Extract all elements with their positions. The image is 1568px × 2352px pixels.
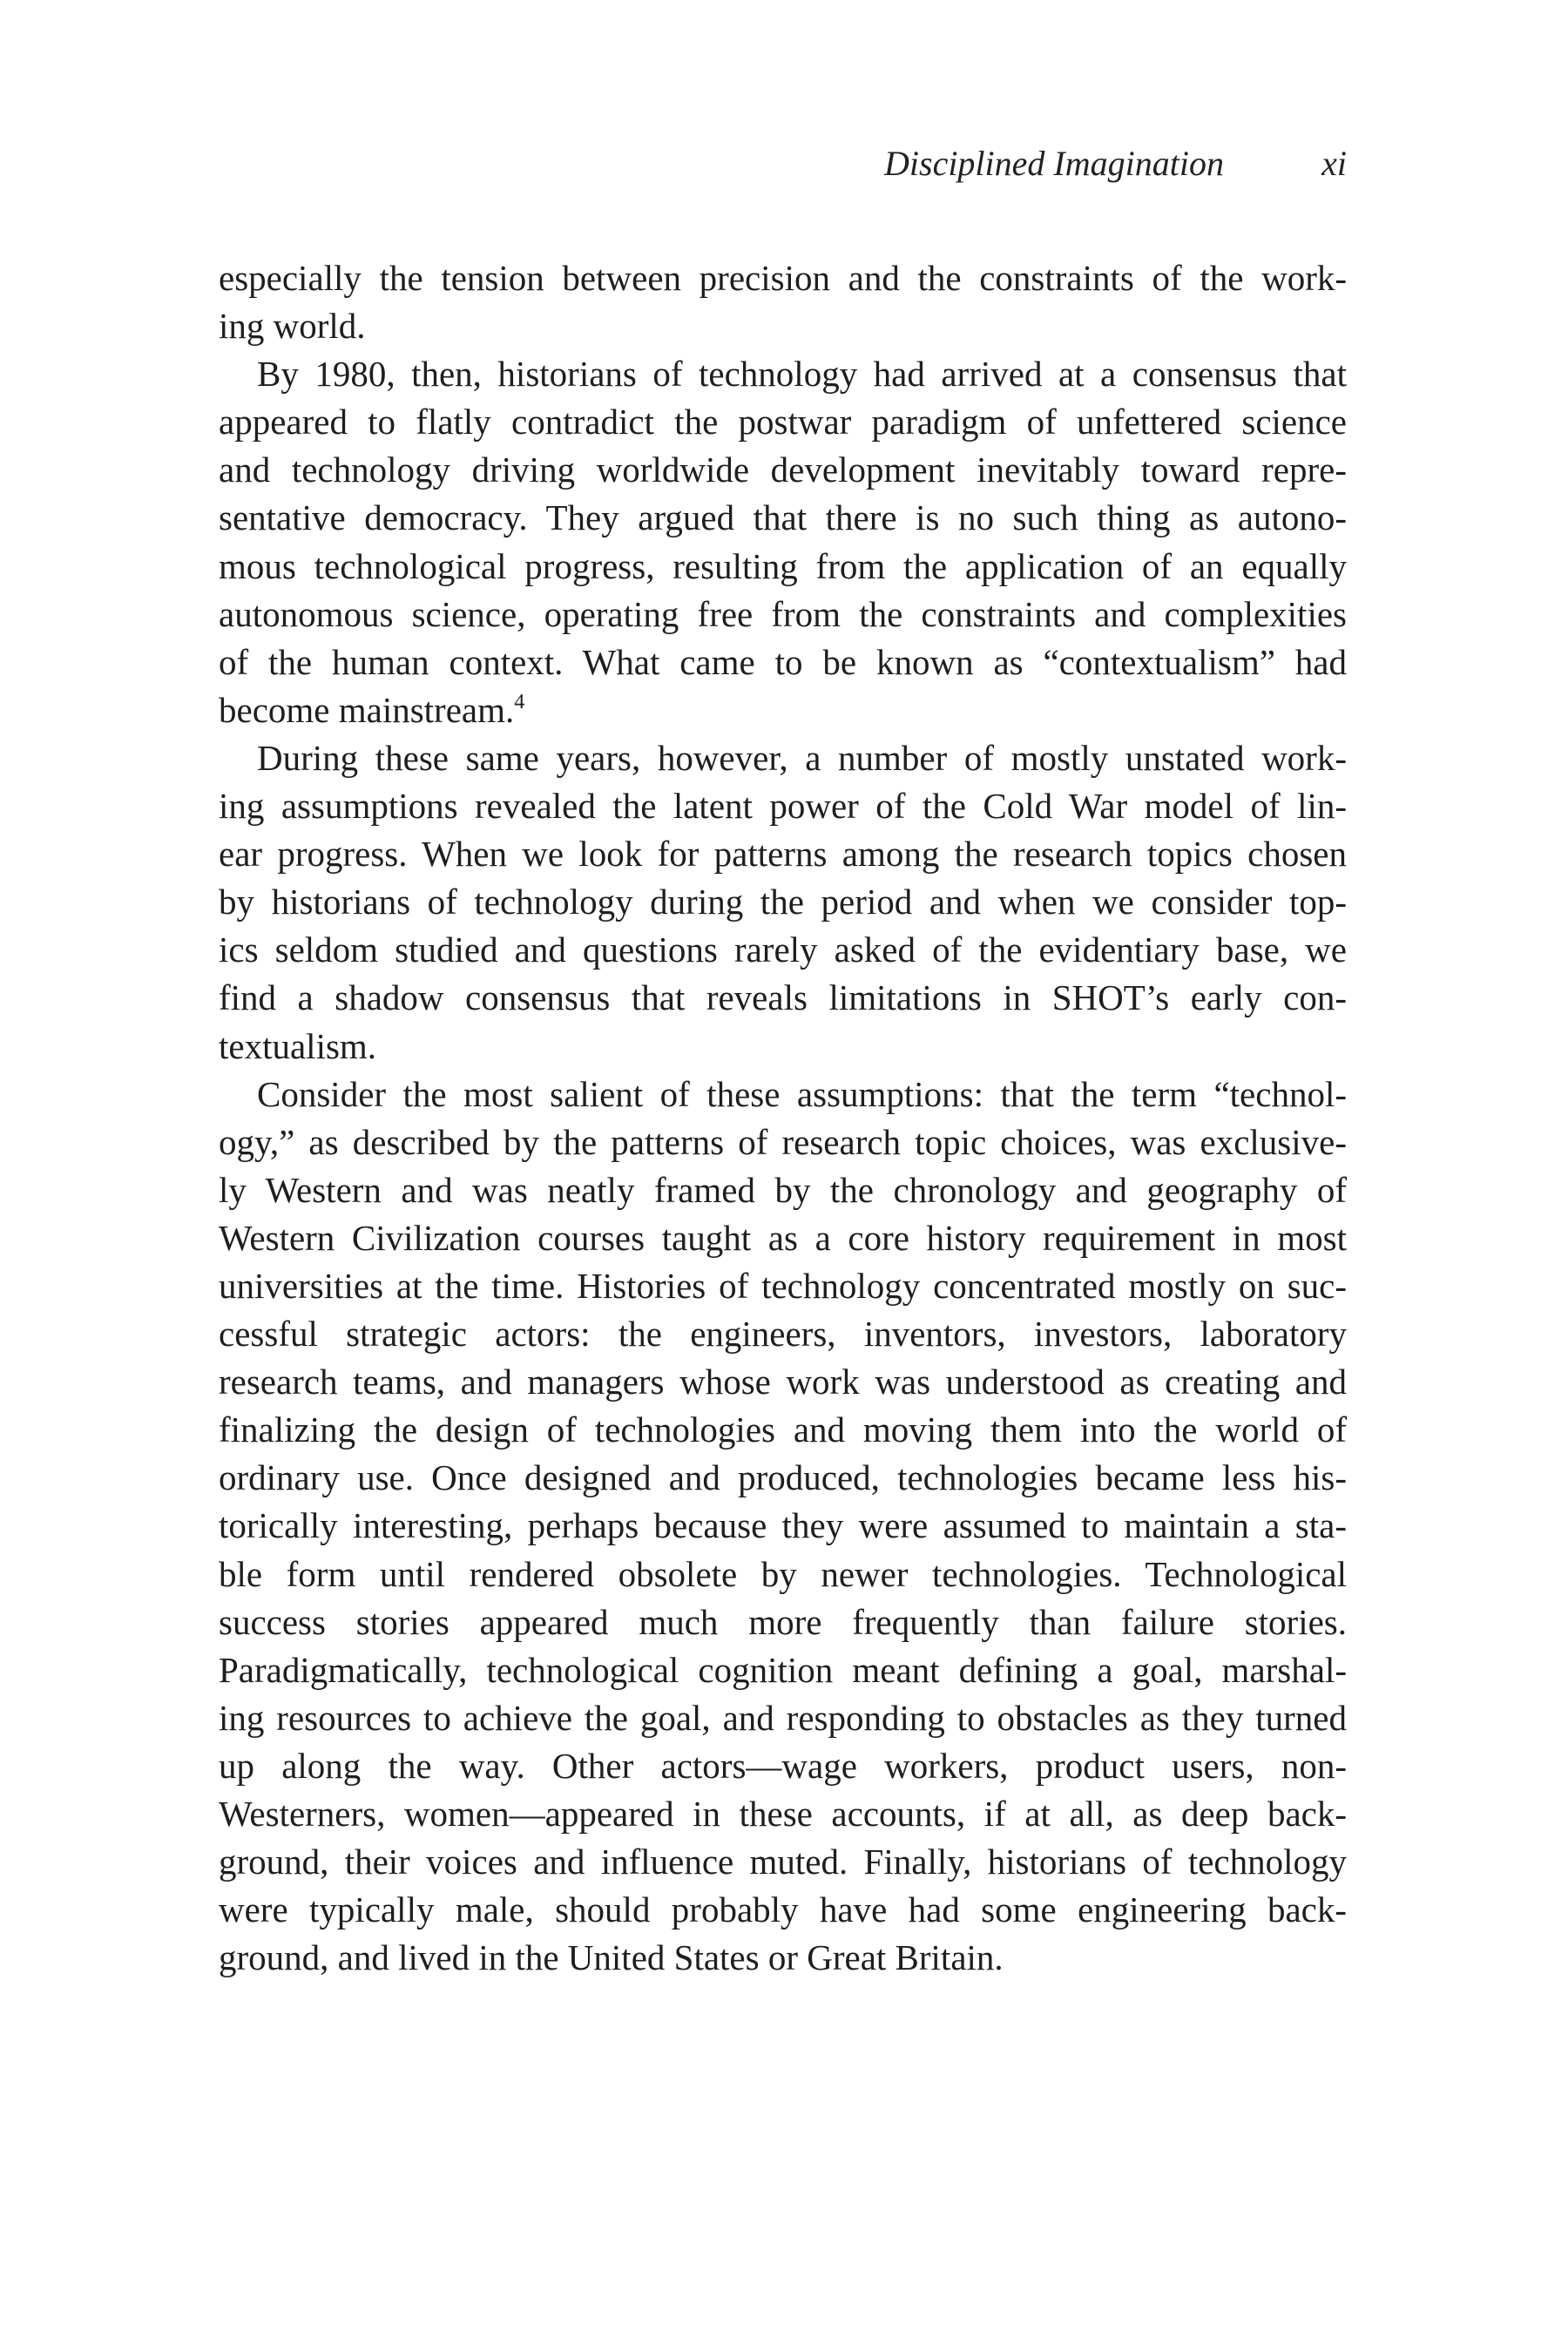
- text-line: ground, and lived in the United States or Great Britain.: [219, 1937, 1004, 1978]
- text-line: of the human context. What came to be known as “contextualism” had: [219, 641, 1347, 682]
- text-line: and technology driving worldwide development inevitably toward repre-: [219, 449, 1347, 490]
- paragraph: [219, 1071, 1347, 1983]
- text-line: autonomous science, operating free from the constraints and complexities: [219, 593, 1347, 634]
- line-text: become mainstream.: [219, 689, 515, 730]
- page-number: xi: [1321, 144, 1347, 183]
- text-line: ogy,” as described by the patterns of research topic choices, was exclusive-: [219, 1121, 1347, 1162]
- text-line: ordinary use. Once designed and produced, technologies became less his-: [219, 1457, 1347, 1498]
- text-line: by historians of technology during the period and when we consider top-: [219, 882, 1347, 923]
- footnote-reference[interactable]: 4: [514, 690, 525, 713]
- text-line: By 1980, then, historians of technology had arrived at a consensus that: [257, 354, 1347, 395]
- text-line: Paradigmatically, technological cognition meant defining a goal, marshal-: [219, 1649, 1347, 1690]
- text-line: appeared to flatly contradict the postwar paradigm of unfettered science: [219, 402, 1347, 443]
- body-text: [219, 254, 1347, 1982]
- paragraph: [219, 254, 1347, 350]
- text-line: ground, their voices and influence muted. Finally, historians of technology: [219, 1842, 1347, 1882]
- text-line: ble form until rendered obsolete by newer technologies. Technological: [219, 1553, 1347, 1594]
- text-line: finalizing the design of technologies and moving them into the world of: [219, 1409, 1347, 1450]
- running-head: [871, 139, 1347, 188]
- text-line: Consider the most salient of these assumptions: that the term “technol-: [257, 1073, 1347, 1114]
- text-line: During these same years, however, a number of mostly unstated work-: [257, 737, 1347, 778]
- text-line: research teams, and managers whose work was understood as creating and: [219, 1362, 1347, 1402]
- text-line: universities at the time. Histories of technology concentrated mostly on suc-: [219, 1265, 1347, 1306]
- text-line: Westerners, women—appeared in these accounts, if at all, as deep back-: [219, 1794, 1347, 1834]
- text-line: ear progress. When we look for patterns among the research topics chosen: [219, 834, 1347, 875]
- text-line: torically interesting, perhaps because they were assumed to maintain a sta-: [219, 1505, 1347, 1546]
- text-line: cessful strategic actors: the engineers, inventors, investors, laboratory: [219, 1314, 1347, 1355]
- text-line: sentative democracy. They argued that there is no such thing as autono-: [219, 497, 1347, 538]
- running-head-title: Disciplined Imagination: [884, 144, 1224, 183]
- text-line: ly Western and was neatly framed by the chronology and geography of: [219, 1169, 1347, 1210]
- text-line: were typically male, should probably have had some engineering back-: [219, 1889, 1347, 1930]
- text-line: textualism.: [219, 1025, 377, 1066]
- paragraph: [219, 350, 1347, 734]
- text-line: mous technological progress, resulting from the application of an equally: [219, 545, 1347, 586]
- text-line: [219, 686, 1347, 734]
- text-line: Western Civilization courses taught as a core history requirement in most: [219, 1217, 1347, 1258]
- text-line: ing resources to achieve the goal, and responding to obstacles as they turned: [219, 1697, 1347, 1738]
- text-line: especially the tension between precision and the constraints of the work-: [219, 258, 1347, 298]
- text-line: ics seldom studied and questions rarely asked of the evidentiary base, we: [219, 929, 1347, 970]
- text-line: ing assumptions revealed the latent power of the Cold War model of lin-: [219, 786, 1347, 827]
- text-line: ing world.: [219, 306, 366, 347]
- text-line: up along the way. Other actors—wage workers, product users, non-: [219, 1745, 1347, 1786]
- text-line: success stories appeared much more frequently than failure stories.: [219, 1601, 1347, 1642]
- text-line: find a shadow consensus that reveals limitations in SHOT’s early con-: [219, 977, 1347, 1018]
- paragraph: [219, 734, 1347, 1071]
